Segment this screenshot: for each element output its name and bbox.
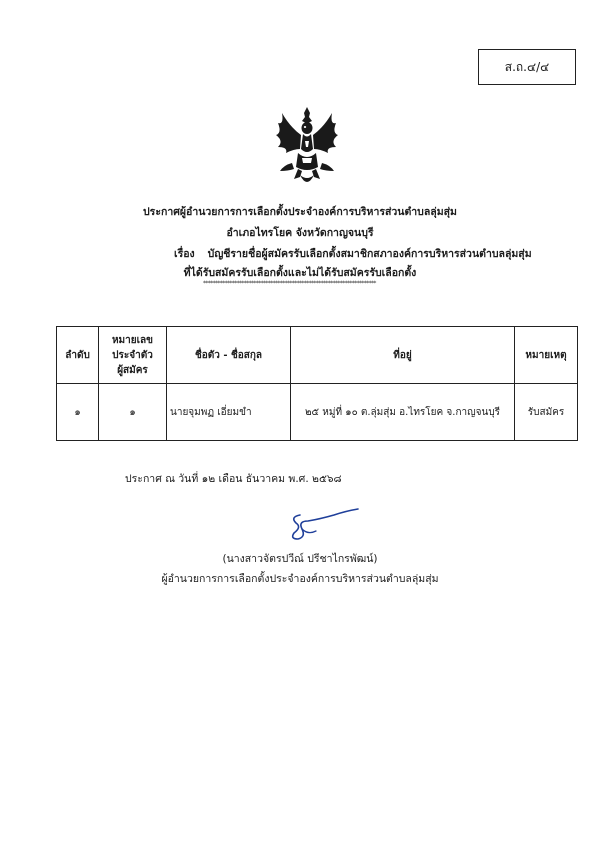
cell-candidate-number: ๑	[99, 384, 167, 441]
subject-continuation: ที่ได้รับสมัครรับเลือกตั้งและไม่ได้รับสมัครรับเลือกตั้ง	[183, 267, 417, 279]
cell-order: ๑	[57, 384, 99, 441]
col-header-number-line2: ประจำตัว	[112, 349, 153, 361]
col-header-number-line3: ผู้สมัคร	[117, 364, 148, 376]
candidate-table	[56, 326, 578, 441]
subject-label: เรื่อง	[174, 248, 195, 260]
col-header-order: ลำดับ	[57, 327, 99, 384]
announcement-date: ประกาศ ณ วันที่ ๑๒ เดือน ธันวาคม พ.ศ. ๒๕๖๘	[125, 473, 342, 485]
table-header-row	[57, 327, 578, 384]
announcement-heading: ประกาศผู้อำนวยการการเลือกตั้งประจำองค์การบริหารส่วนตำบลลุ่มสุ่ม	[143, 206, 457, 218]
cell-address: ๒๕ หมู่ที่ ๑๐ ต.ลุ่มสุ่ม อ.ไทรโยค จ.กาญจนบุรี	[291, 384, 515, 441]
star-divider: ************************************************************************	[203, 280, 376, 287]
col-header-remark: หมายเหตุ	[515, 327, 578, 384]
col-header-candidate-number	[99, 327, 167, 384]
cell-name: นายจุมพฏ เอี่ยมขำ	[167, 384, 291, 441]
col-header-name: ชื่อตัว - ชื่อสกุล	[167, 327, 291, 384]
col-header-address: ที่อยู่	[291, 327, 515, 384]
form-code-box	[478, 49, 576, 85]
subject-text: บัญชีรายชื่อผู้สมัครรับเลือกตั้งสมาชิกสภาองค์การบริหารส่วนตำบลลุ่มสุ่ม	[207, 248, 532, 260]
subject-line	[174, 245, 532, 262]
garuda-emblem-icon	[272, 105, 342, 191]
table-row	[57, 384, 578, 441]
cell-remark: รับสมัคร	[515, 384, 578, 441]
signer-position: ผู้อำนวยการการเลือกตั้งประจำองค์การบริหารส่วนตำบลลุ่มสุ่ม	[161, 573, 439, 585]
form-code: ส.ถ.๔/๔	[504, 59, 550, 74]
district-province-line: อำเภอไทรโยค จังหวัดกาญจนบุรี	[226, 227, 374, 239]
handwritten-signature	[286, 505, 366, 545]
signer-name: (นางสาวจัตรปวีณ์ ปรีชาไกรพัฒน์)	[222, 553, 378, 565]
col-header-number-line1: หมายเลข	[111, 334, 154, 346]
